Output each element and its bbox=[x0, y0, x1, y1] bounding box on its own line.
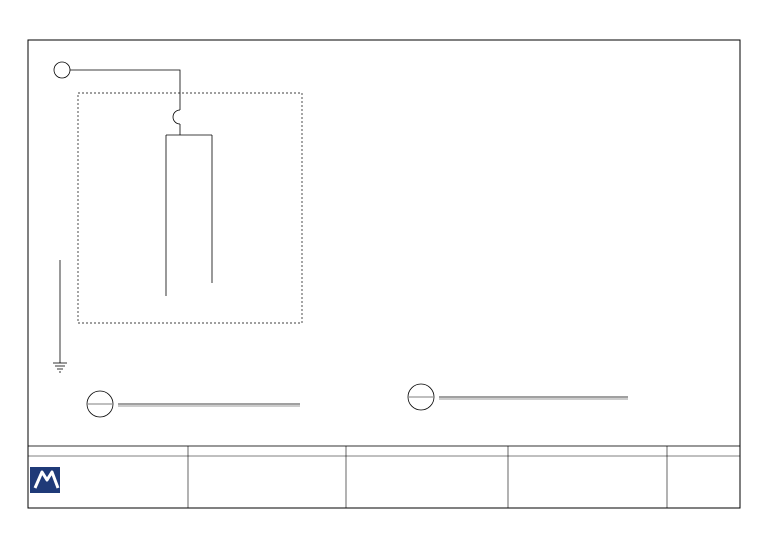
riser-diagram bbox=[53, 62, 302, 417]
main-breaker-symbol bbox=[173, 110, 180, 124]
sheet-border bbox=[28, 40, 740, 508]
service-entrance-line bbox=[70, 70, 180, 110]
panelboard-enclosure bbox=[78, 93, 302, 323]
school-logo bbox=[30, 467, 60, 493]
ground-symbol bbox=[53, 363, 67, 372]
meter-symbol bbox=[54, 62, 70, 78]
load-schedule bbox=[408, 384, 628, 410]
title-block bbox=[28, 446, 740, 508]
